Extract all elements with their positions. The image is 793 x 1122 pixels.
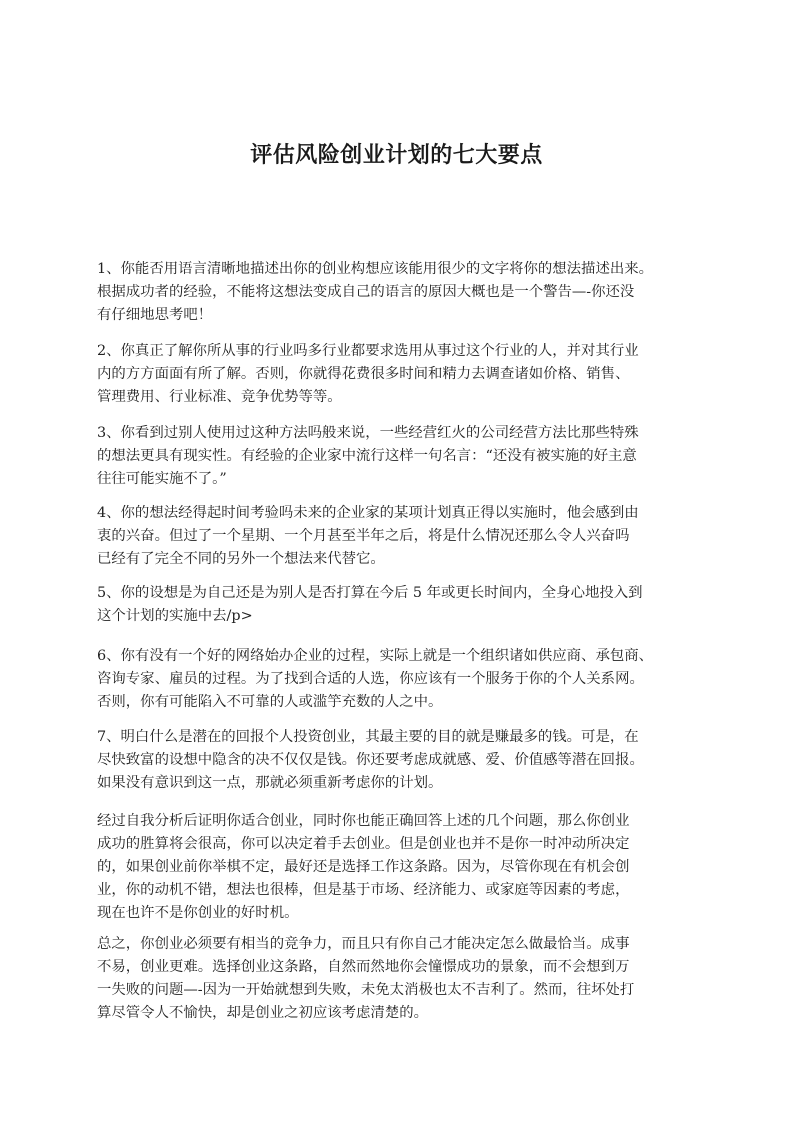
- text-line: 算尽管令人不愉快，却是创业之初应该考虑清楚的。: [97, 1005, 428, 1021]
- paragraph-point-3: [97, 422, 709, 491]
- text-line: 业，你的动机不错，想法也很棒，但是基于市场、经济能力、或家庭等因素的考虑，: [97, 882, 630, 898]
- text-line: 如果没有意识到这一点，那就必须重新考虑你的计划。: [97, 775, 443, 791]
- text-line: 管理费用、行业标准、竞争优势等等。: [97, 389, 342, 405]
- text-line: 这个计划的实施中去/p>: [97, 608, 253, 624]
- text-line: 的，如果创业前你举棋不定，最好还是选择工作这条路。因为，尽管你现在有机会创: [97, 859, 630, 875]
- document-title: 评估风险创业计划的七大要点: [250, 143, 543, 168]
- text-line: 否则，你有可能陷入不可靠的人或滥竽充数的人之中。: [97, 694, 443, 710]
- text-line: 5、你的设想是为自己还是为别人是否打算在今后 5 年或更长时间内，全身心地投入到: [97, 585, 643, 601]
- text-line: 咨询专家、雇员的过程。为了找到合适的人选，你应该有一个服务于你的个人关系网。: [97, 671, 644, 687]
- text-line: 成功的胜算将会很高，你可以决定着手去创业。但是创业也并不是你一时冲动所决定: [97, 836, 630, 852]
- paragraph-point-2: [97, 340, 709, 409]
- text-line: 1、你能否用语言清晰地描述出你的创业构想应该能用很少的文字将你的想法描述出来。: [97, 261, 654, 277]
- text-line: 现在也许不是你创业的好时机。: [97, 905, 299, 921]
- text-line: 有仔细地思考吧！: [97, 307, 213, 323]
- text-line: 尽快致富的设想中隐含的决不仅仅是钱。你还要考虑成就感、爱、价值感等潜在回报。: [97, 752, 644, 768]
- paragraph-point-4: [97, 502, 709, 571]
- paragraph-self-analysis: [97, 810, 709, 925]
- text-line: 不易，创业更难。选择创业这条路，自然而然地你会憧憬成功的景象，而不会想到万: [97, 959, 630, 975]
- text-line: 总之，你创业必须要有相当的竞争力，而且只有你自己才能决定怎么做最恰当。成事: [97, 936, 630, 952]
- paragraph-point-5: [97, 582, 709, 628]
- text-line: 的想法更具有现实性。有经验的企业家中流行这样一句名言：“还没有被实施的好主意: [97, 448, 637, 464]
- paragraph-point-6: [97, 645, 709, 714]
- paragraph-conclusion: [97, 933, 709, 1025]
- text-line: 一失败的问题—-因为一开始就想到失败，未免太消极也太不吉利了。然而，往坏处打: [97, 982, 635, 998]
- text-line: 6、你有没有一个好的网络始办企业的过程，实际上就是一个组织诸如供应商、承包商、: [97, 648, 654, 664]
- text-line: 内的方方面面有所了解。否则，你就得花费很多时间和精力去调查诸如价格、销售、: [97, 366, 630, 382]
- paragraph-point-1: [97, 258, 709, 327]
- text-line: 经过自我分析后证明你适合创业，同时你也能正确回答上述的几个问题，那么你创业: [97, 813, 630, 829]
- text-line: 往往可能实施不了。”: [97, 471, 227, 487]
- paragraph-point-7: [97, 726, 709, 795]
- text-line: 2、你真正了解你所从事的行业吗多行业都要求选用从事过这个行业的人，并对其行业: [97, 343, 639, 359]
- text-line: 根据成功者的经验，不能将这想法变成自己的语言的原因大概也是一个警告—-你还没: [97, 284, 635, 300]
- text-line: 7、明白什么是潜在的回报个人投资创业，其最主要的目的就是赚最多的钱。可是，在: [97, 729, 639, 745]
- text-line: 已经有了完全不同的另外一个想法来代替它。: [97, 551, 385, 567]
- text-line: 衷的兴奋。但过了一个星期、一个月甚至半年之后，将是什么情况还那么令人兴奋吗: [97, 528, 630, 544]
- text-line: 3、你看到过别人使用过这种方法吗般来说，一些经营红火的公司经营方法比那些特殊: [97, 425, 639, 441]
- text-line: 4、你的想法经得起时间考验吗未来的企业家的某项计划真正得以实施时，他会感到由: [97, 505, 639, 521]
